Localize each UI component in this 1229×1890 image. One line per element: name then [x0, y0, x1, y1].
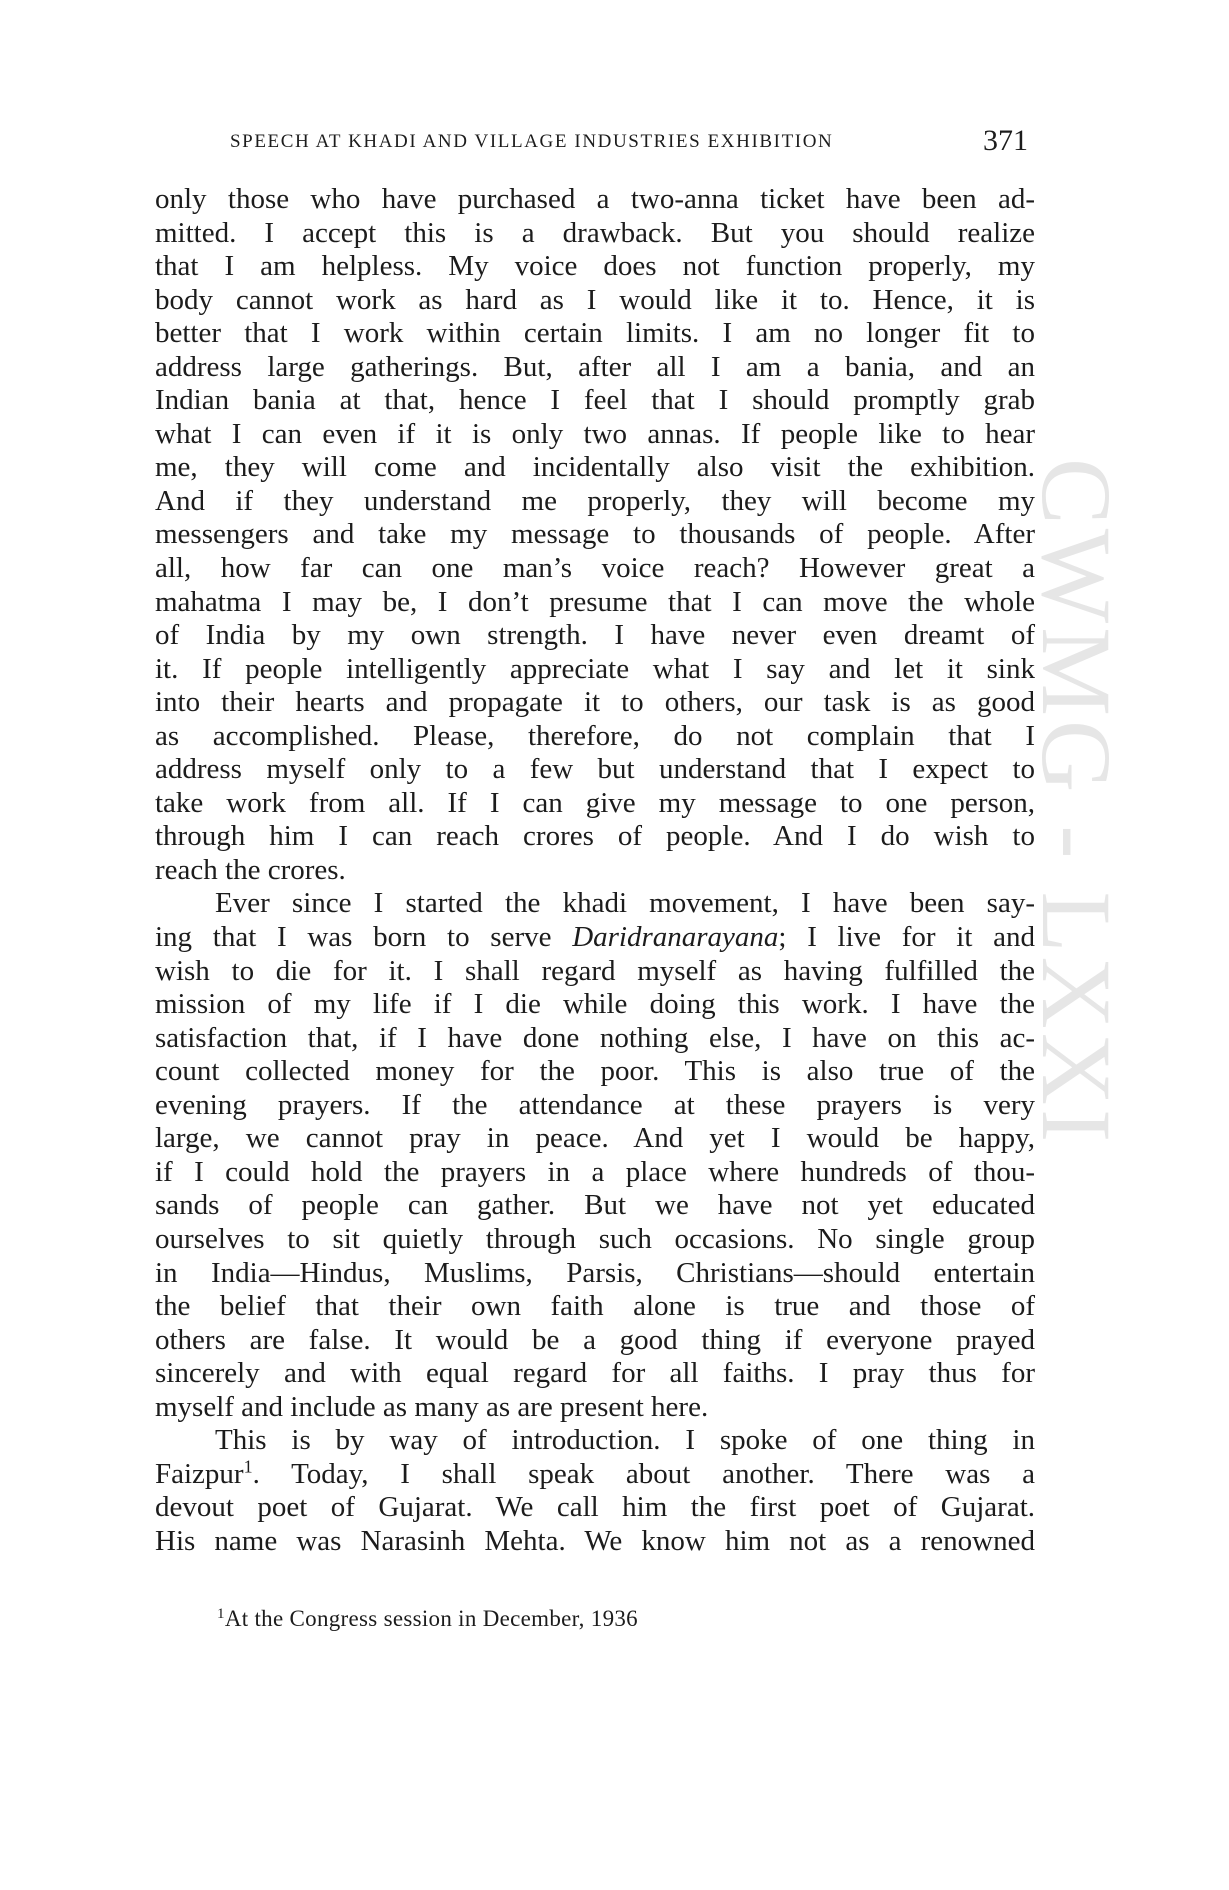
text-line: devout poet of Gujarat. We call him the first poet of Gujarat. — [155, 1491, 1035, 1524]
text-line: me, they will come and incidentally also visit the exhibition. — [155, 451, 1035, 484]
text-line: wish to die for it. I shall regard myself as having fulfilled the — [155, 954, 1035, 987]
text-line: mahatma I may be, I don’t presume that I can move the whole — [155, 585, 1035, 618]
text-line: mission of my life if I die while doing this work. I have the — [155, 988, 1035, 1021]
text-line: what I can even if it is only two annas. If people like to hear — [155, 417, 1035, 450]
text-line: reach the crores. — [155, 853, 346, 886]
italic-term: Daridranarayana — [572, 921, 779, 954]
text-line: only those who have purchased a two-anna ticket have been ad- — [155, 183, 1035, 215]
text-line: mitted. I accept this is a drawback. But you should realize — [155, 216, 1035, 249]
text-line: address myself only to a few but understand that I expect to — [155, 753, 1035, 786]
paragraph-2 — [155, 887, 1035, 1424]
watermark — [1021, 458, 1132, 1438]
text-line: it. If people intelligently appreciate what I say and let it sink — [155, 652, 1035, 685]
text-span: Faizpur — [155, 1457, 244, 1490]
text-line: satisfaction that, if I have done nothing else, I have on this ac- — [155, 1021, 1035, 1054]
text-line: And if they understand me properly, they will become my — [155, 484, 1035, 517]
text-line: into their hearts and propagate it to others, our task is as good — [155, 686, 1035, 719]
text-line — [155, 921, 1035, 955]
text-line: all, how far can one man’s voice reach? However great a — [155, 552, 1035, 585]
text-line: myself and include as many as are present here. — [155, 1390, 709, 1423]
text-line: take work from all. If I can give my message to one person, — [155, 786, 1035, 819]
text-line: of India by my own strength. I have never even dreamt of — [155, 619, 1035, 652]
footnote-reference[interactable]: 1 — [243, 1456, 253, 1477]
text-line: that I am helpless. My voice does not function properly, my — [155, 250, 1035, 283]
text-line: others are false. It would be a good thing if everyone prayed — [155, 1323, 1035, 1356]
text-span: ing that I was born to serve — [155, 921, 573, 954]
text-line: count collected money for the poor. This is also true of the — [155, 1055, 1035, 1088]
text-span: . Today, I shall speak about another. There was a — [252, 1457, 1035, 1490]
running-head: SPEECH AT KHADI AND VILLAGE INDUSTRIES EXHIBITION — [230, 131, 834, 152]
text-line: large, we cannot pray in peace. And yet I would be happy, — [155, 1122, 1035, 1155]
footnote — [217, 1606, 638, 1632]
footnote-text: At the Congress session in December, 1936 — [224, 1606, 638, 1631]
text-line: His name was Narasinh Mehta. We know him not as a renowned — [155, 1524, 1035, 1557]
paragraph-3 — [155, 1424, 1035, 1558]
body-text — [155, 183, 1035, 1558]
text-line: messengers and take my message to thousands of people. After — [155, 518, 1035, 551]
watermark-text: CWMG - LXXI — [1021, 458, 1132, 1147]
paragraph-1 — [155, 183, 1035, 887]
text-line: address large gatherings. But, after all I am a bania, and an — [155, 350, 1035, 383]
text-line: in India—Hindus, Muslims, Parsis, Christians—should entertain — [155, 1256, 1035, 1289]
text-span: ; I live for it and — [778, 921, 1035, 954]
text-line: better that I work within certain limits. I am no longer fit to — [155, 317, 1035, 350]
text-line — [155, 1458, 1035, 1492]
text-line: as accomplished. Please, therefore, do not complain that I — [155, 719, 1035, 752]
text-line: if I could hold the prayers in a place where hundreds of thou- — [155, 1155, 1035, 1188]
text-line: sands of people can gather. But we have not yet educated — [155, 1189, 1035, 1222]
page-number: 371 — [983, 124, 1028, 157]
text-line: Ever since I started the khadi movement, I have been say- — [215, 887, 1035, 920]
footnote-marker: 1 — [217, 1606, 225, 1622]
text-line: sincerely and with equal regard for all faiths. I pray thus for — [155, 1357, 1035, 1390]
text-line: evening prayers. If the attendance at these prayers is very — [155, 1088, 1035, 1121]
text-line: ourselves to sit quietly through such occasions. No single group — [155, 1222, 1035, 1255]
text-line: This is by way of introduction. I spoke of one thing in — [215, 1424, 1035, 1457]
text-line: the belief that their own faith alone is true and those of — [155, 1290, 1035, 1323]
text-line: through him I can reach crores of people. And I do wish to — [155, 820, 1035, 853]
text-line: body cannot work as hard as I would like it to. Hence, it is — [155, 283, 1035, 316]
text-line: Indian bania at that, hence I feel that I should promptly grab — [155, 384, 1035, 417]
